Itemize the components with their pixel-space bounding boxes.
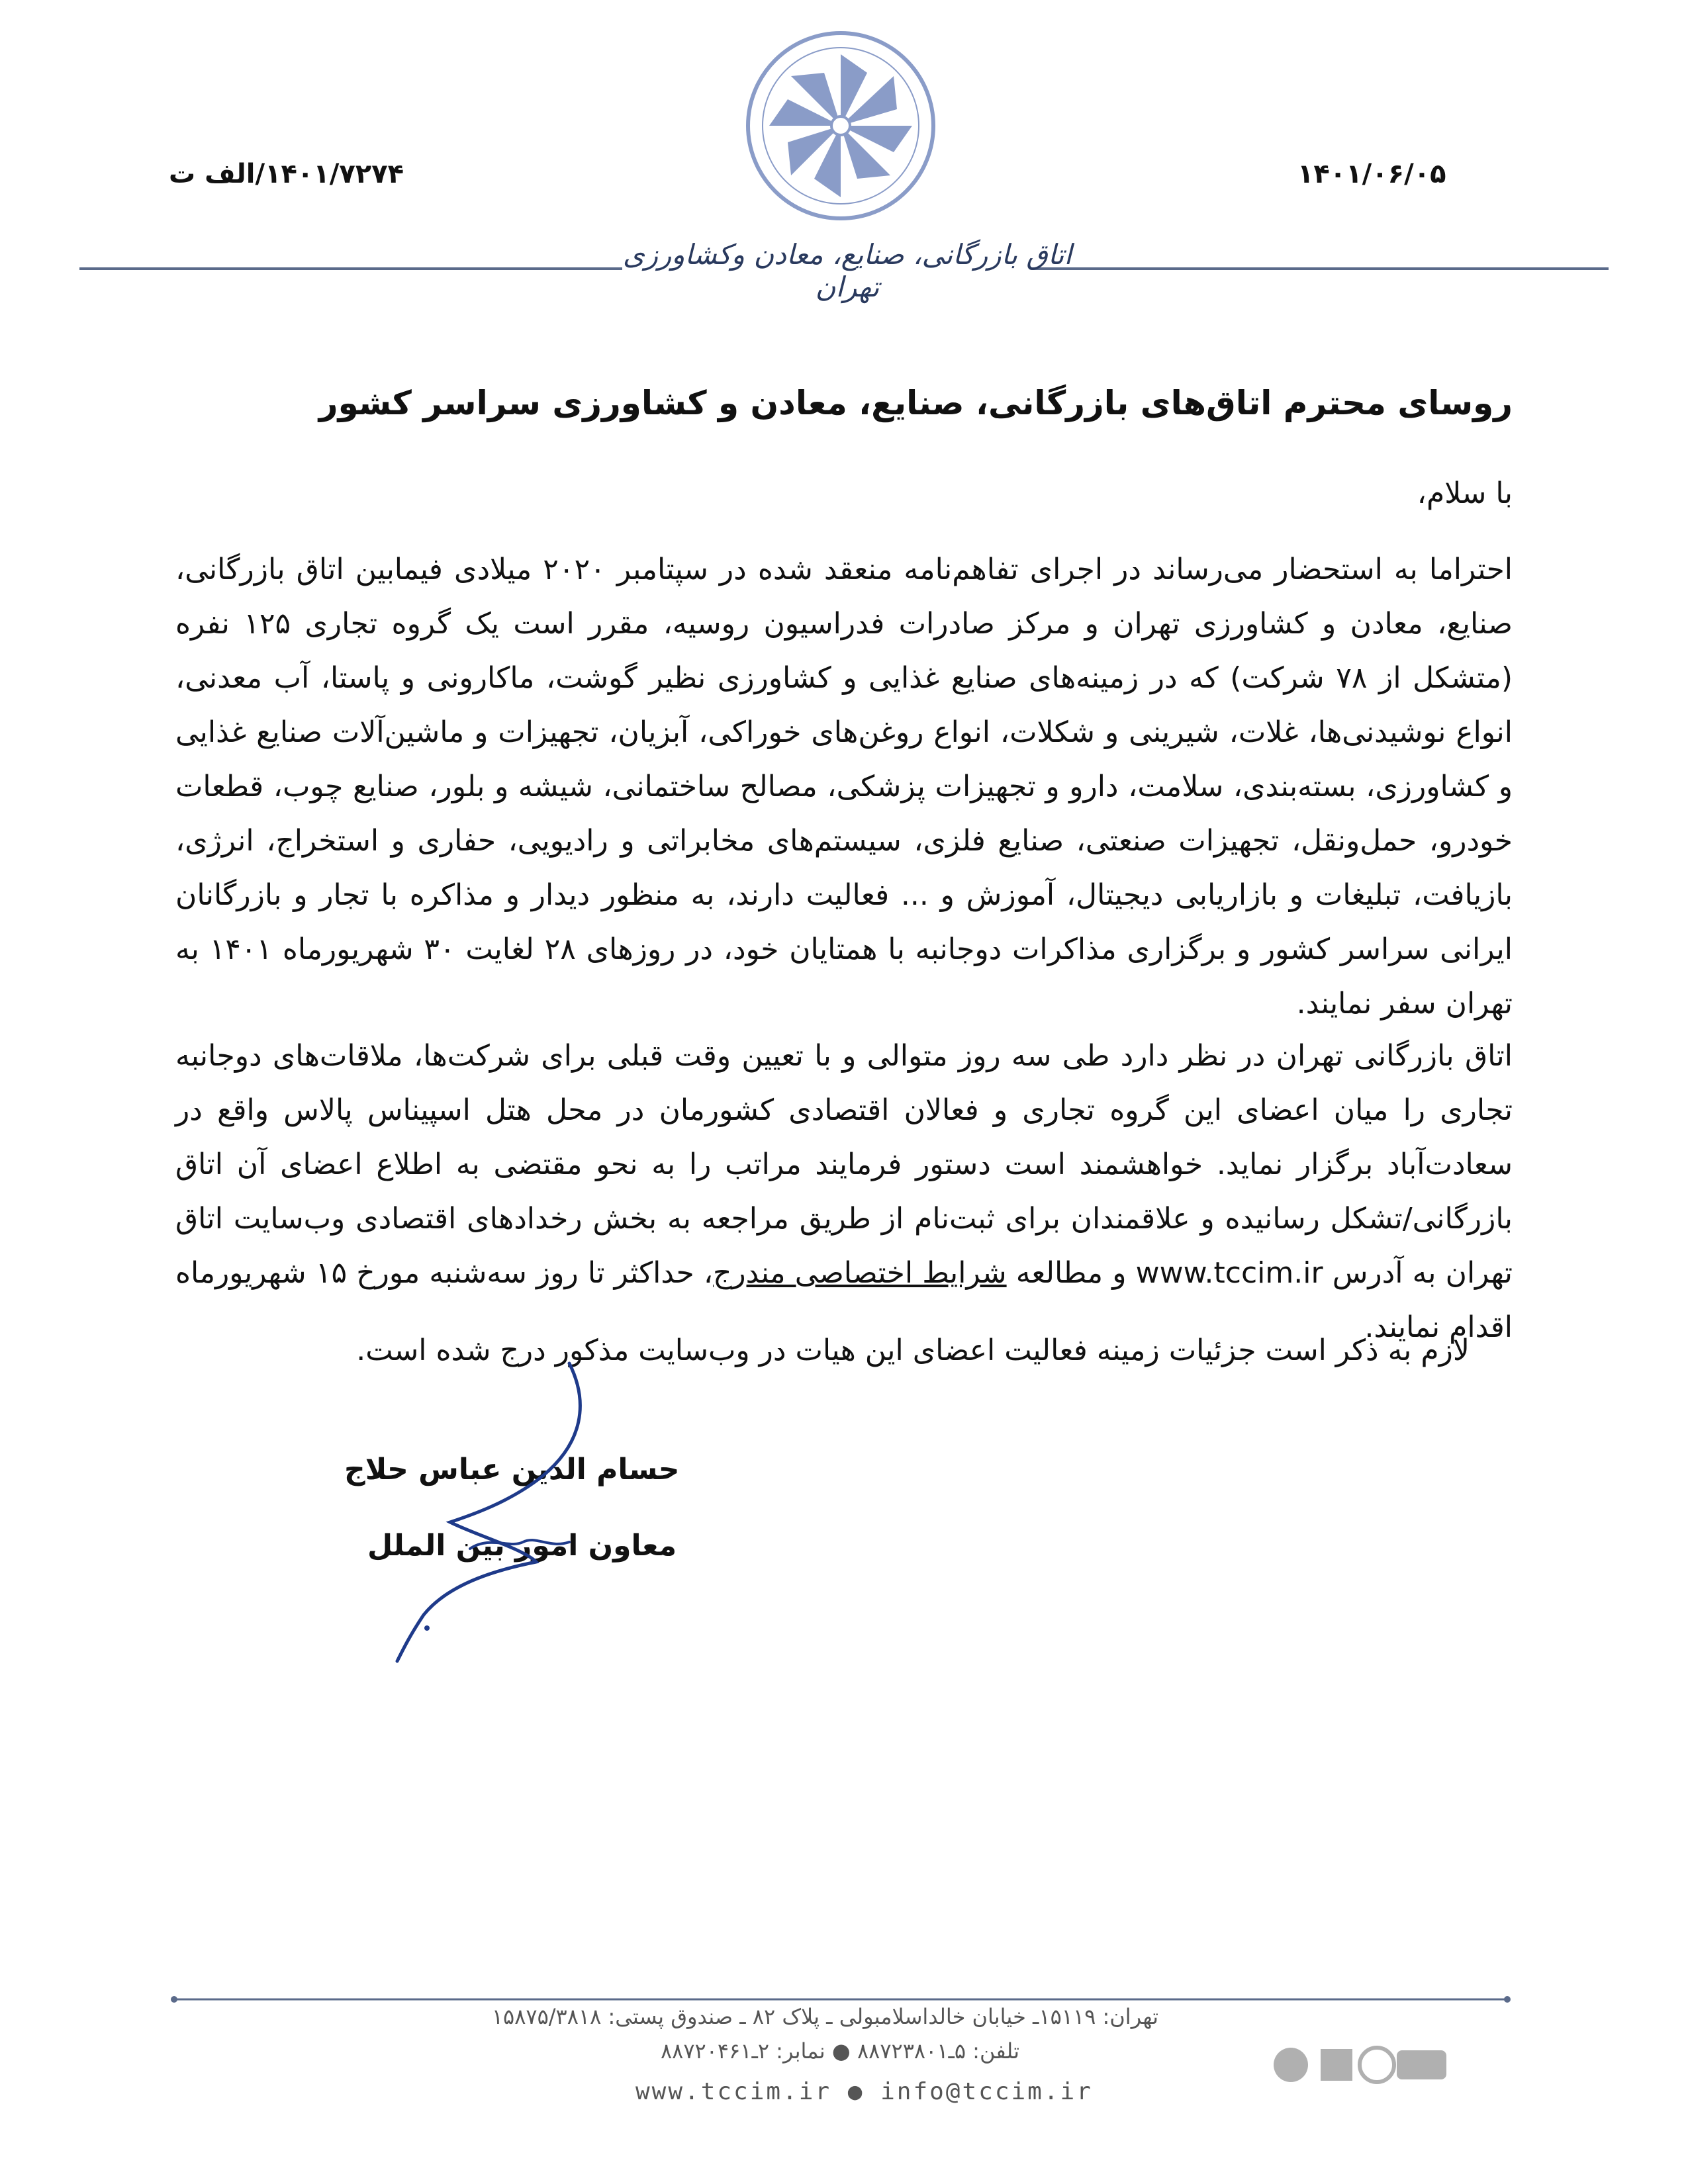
certification-logos-icon: [1271, 2038, 1450, 2091]
special-terms-link[interactable]: شرایط اختصاصی مندرج: [713, 1256, 1007, 1290]
footer-web: www.tccim.ir ● info@tccim.ir: [635, 2078, 1093, 2105]
website-url[interactable]: www.tccim.ir: [1135, 1256, 1323, 1290]
paragraph-2-text-before: اتاق بازرگانی تهران در نظر دارد طی سه روز متوالی و با تعیین وقت قبلی برای شرکت‌ها، ملاقات‌های دوجانبه تجاری را میان اعضای این گروه تجاری و فعالان اقتصادی کشورمان در محل هتل اسپیناس پالاس واقع در سعادت‌آباد برگزار نماید. خواهشمند است دستور فرمایند مراتب را به نحو مقتضی به اطلاع اعضای آن اتاق بازرگانی/تشکل رسانیده و علاقمندان برای ثبت‌نام از طریق مراجعه به بخش رخدادهای اقتصادی وب‌سایت اتاق تهران به آدرس: [175, 1039, 1513, 1290]
footer-phone: تلفن: ۵ـ۸۸۷۲۳۸۰۱ ● نمابر: ۲ـ۸۸۷۲۰۴۶۱: [660, 2038, 1019, 2064]
chamber-logo-icon: [741, 26, 940, 225]
note-paragraph: لازم به ذکر است جزئیات زمینه فعالیت اعضای این هیات در وب‌سایت مذکور درج شده است.: [356, 1334, 1470, 1367]
greeting: با سلام،: [1417, 477, 1513, 510]
footer-rule: [169, 1995, 1513, 2003]
signer-name: حسام الدین عباس حلاج: [344, 1453, 680, 1486]
signer-title: معاون امور بین الملل: [367, 1529, 677, 1563]
body-paragraph-1: احتراما به استحضار می‌رساند در اجرای تفاهم‌نامه منعقد شده در سپتامبر ۲۰۲۰ میلادی فیمابین اتاق بازرگانی، صنایع، معادن و کشاورزی تهران و مرکز صادرات فدراسیون روسیه، مقرر است یک گروه تجاری ۱۲۵ نفره (متشکل از ۷۸ شرکت) که در زمینه‌های صنایع غذایی و کشاورزی نظیر گوشت، ماکارونی و پاستا، آب معدنی، انواع نوشیدنی‌ها، غلات، شیرینی و شکلات، انواع روغن‌های خوراکی، آبزیان، تجهیزات و ماشین‌آلات صنایع غذایی و کشاورزی، بسته‌بندی، سلامت، دارو و تجهیزات پزشکی، مصالح ساختمانی، شیشه و بلور، صنایع چوب، قطعات خودرو، حمل‌ونقل، تجهیزات صنعتی، صنایع فلزی، سیستم‌های مخابراتی و رادیویی، حفاری و استخراج، انرژی، بازیافت، تبلیغات و بازاریابی دیجیتال، آموزش و ... فعالیت دارند، به منظور دیدار و مذاکره با تجار و بازرگانان ایرانی سراسر کشور و برگزاری مذاکرات دوجانبه با همتایان خود، در روزهای ۲۸ لغایت ۳۰ شهریورماه ۱۴۰۱ به تهران سفر نمایند.: [175, 553, 1513, 1021]
paragraph-2-text-after: ، حداکثر تا روز سه‌شنبه مورخ ۱۵ شهریورماه اقدام نمایند.: [175, 1256, 1513, 1344]
recipient-heading: روسای محترم اتاق‌های بازرگانی، صنایع، معادن و کشاورزی سراسر کشور: [318, 384, 1513, 422]
handwritten-signature-icon: [371, 1350, 622, 1668]
body-paragraph-2: [175, 1029, 1513, 1355]
footer-address: تهران: ۱۵۱۱۹ـ خیابان خالداسلامبولی ـ پلاک ۸۲ ـ صندوق پستی: ۱۵۸۷۵/۳۸۱۸: [491, 2004, 1158, 2029]
organization-name: اتاق بازرگانی، صنایع، معادن وکشاورزی تهران: [622, 238, 1072, 303]
paragraph-2-text-middle: و مطالعه: [1015, 1256, 1127, 1290]
letter-number: ۱۴۰۱/۷۲۷۴/الف ت: [169, 159, 404, 189]
letter-date: ۱۴۰۱/۰۶/۰۵: [1297, 159, 1446, 189]
